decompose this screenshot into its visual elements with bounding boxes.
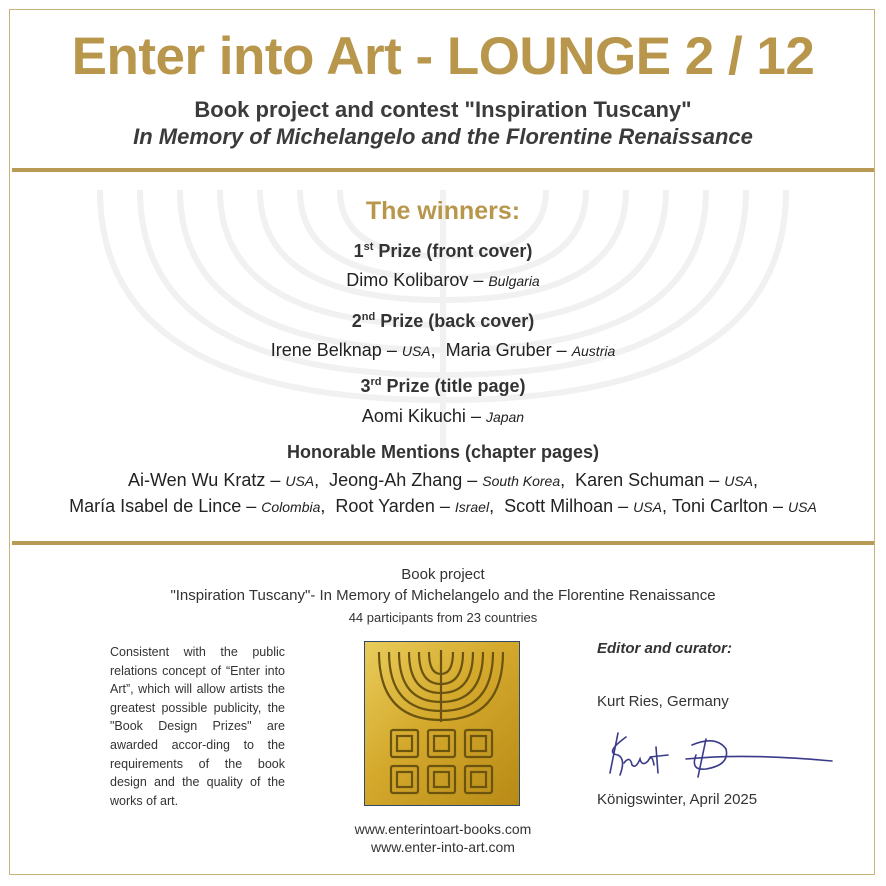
place-date: Königswinter, April 2025: [597, 791, 758, 808]
first-prize-label: 1st Prize (front cover): [353, 241, 533, 261]
website-link-books[interactable]: www.enterintoart-books.com: [354, 821, 532, 837]
book-project-label: Book project: [401, 566, 485, 583]
participants-count: 44 participants from 23 countries: [348, 610, 538, 625]
honorable-line-1: Ai-Wen Wu Kratz – USA, Jeong-Ah Zhang – South Korea, Karen Schuman – USA,: [127, 470, 759, 490]
editor-name: Kurt Ries, Germany: [597, 693, 729, 710]
page-title: Enter into Art - LOUNGE 2 / 12: [71, 27, 815, 86]
first-prize-winner: Dimo Kolibarov – Bulgaria: [346, 270, 540, 290]
honorable-mentions-label: Honorable Mentions (chapter pages): [286, 442, 600, 462]
second-prize-label: 2nd Prize (back cover): [351, 311, 535, 331]
enter-into-art-logo: [364, 641, 520, 806]
book-title: "Inspiration Tuscany"- In Memory of Michelangelo and the Florentine Renaissance: [170, 587, 716, 604]
subtitle-italic: In Memory of Michelangelo and the Florentine Renaissance: [133, 124, 753, 149]
third-prize-label: 3rd Prize (title page): [360, 376, 526, 396]
website-link-main[interactable]: www.enter-into-art.com: [371, 839, 515, 855]
subtitle: Book project and contest "Inspiration Tuscany": [194, 97, 692, 122]
handwritten-signature: [596, 725, 836, 785]
editor-label: Editor and curator:: [597, 640, 733, 657]
second-prize-winners: Irene Belknap – USA, Maria Gruber – Austria: [270, 340, 616, 360]
honorable-line-2: María Isabel de Lince – Colombia, Root Yarden – Israel, Scott Milhoan – USA, Toni Carlton – USA: [69, 496, 817, 516]
divider-bottom: [12, 541, 874, 545]
third-prize-winner: Aomi Kikuchi – Japan: [361, 406, 525, 426]
labyrinth-logo-icon: [365, 642, 518, 804]
awards-paragraph: Consistent with the public relations concept of “Enter into Art”, which will allow artists the greatest possible publicity, the "Book Design Prizes" are awarded accor-ding to the requirements of the book design and the quality of the works of art.: [110, 645, 285, 808]
winners-heading: The winners:: [365, 197, 521, 225]
